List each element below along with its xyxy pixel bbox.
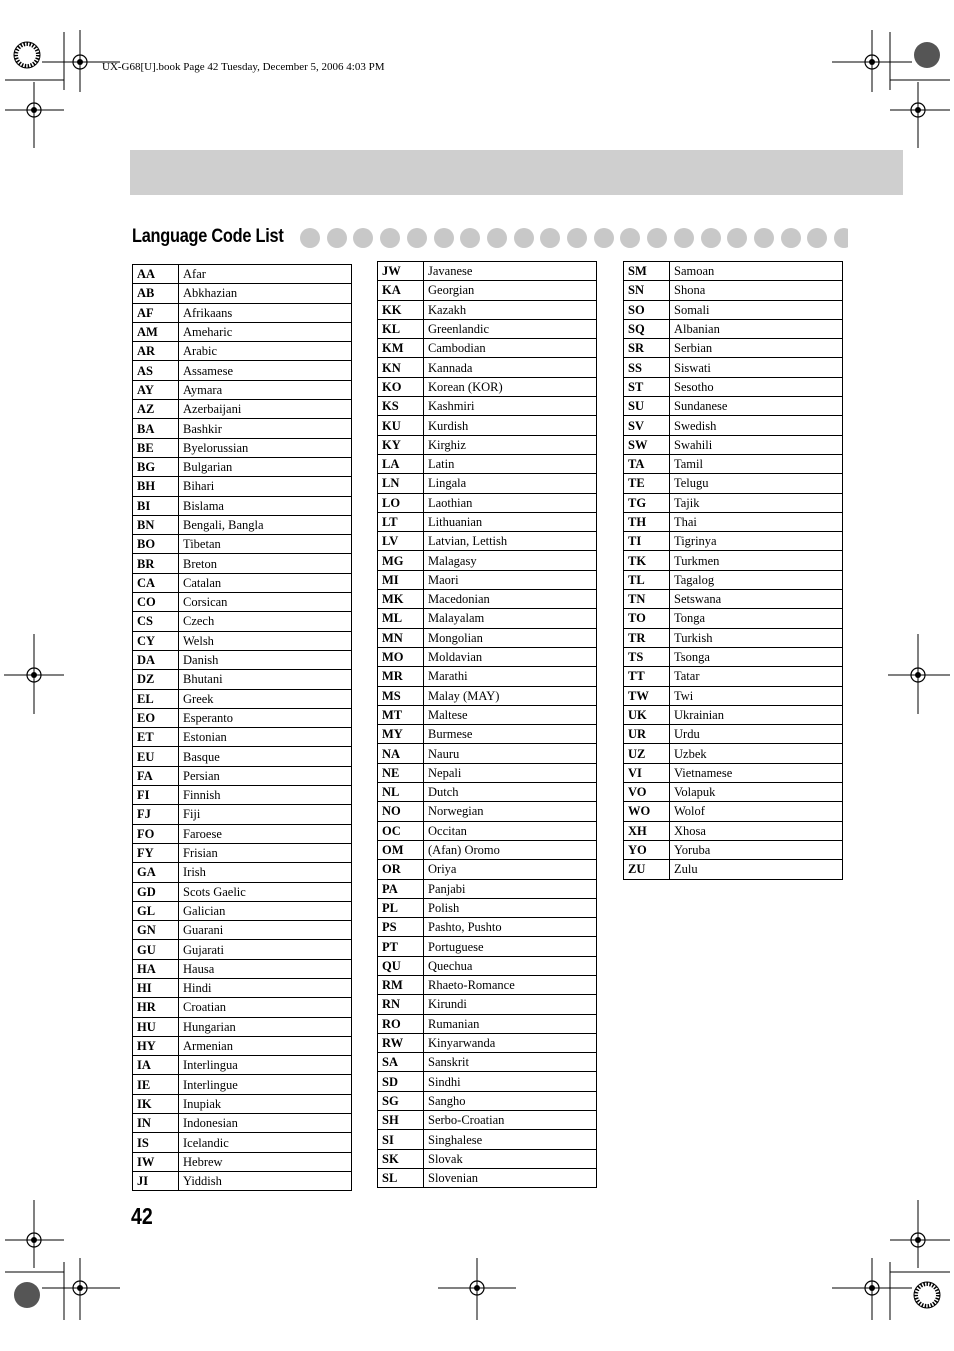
language-code: UK [624,705,670,724]
language-code: EU [133,747,179,766]
language-code: SD [378,1072,424,1091]
language-name: Rumanian [424,1014,597,1033]
language-code: KA [378,281,424,300]
language-name: Tonga [670,609,843,628]
language-code: MO [378,647,424,666]
language-name: Kazakh [424,300,597,319]
language-code: XH [624,821,670,840]
language-name: Frisian [179,843,352,862]
language-code: HY [133,1036,179,1055]
language-name: Singhalese [424,1130,597,1149]
language-name: Hebrew [179,1152,352,1171]
language-code: GL [133,901,179,920]
language-name: Polish [424,898,597,917]
language-code: FA [133,766,179,785]
language-code: BR [133,554,179,573]
language-name: Maori [424,570,597,589]
language-name: Lithuanian [424,512,597,531]
language-code: NL [378,783,424,802]
language-code: GA [133,863,179,882]
language-code: BO [133,535,179,554]
language-code: UZ [624,744,670,763]
language-code: TE [624,474,670,493]
language-code: SS [624,358,670,377]
language-name: Sangho [424,1091,597,1110]
language-code: VO [624,783,670,802]
language-code: HR [133,998,179,1017]
language-name: Hungarian [179,1017,352,1036]
language-code: LT [378,512,424,531]
language-code: CY [133,631,179,650]
language-name: Basque [179,747,352,766]
language-code: RM [378,975,424,994]
language-code: SR [624,339,670,358]
language-code: IN [133,1114,179,1133]
language-name: Corsican [179,593,352,612]
language-code: IA [133,1056,179,1075]
language-name: Latin [424,454,597,473]
language-name: Malagasy [424,551,597,570]
language-code: SQ [624,319,670,338]
language-name: Tamil [670,454,843,473]
language-name: Samoan [670,262,843,281]
language-name: Byelorussian [179,438,352,457]
language-name: Rhaeto-Romance [424,975,597,994]
language-code: NO [378,802,424,821]
language-code: KN [378,358,424,377]
language-code: WO [624,802,670,821]
language-name: Shona [670,281,843,300]
language-name: Wolof [670,802,843,821]
language-name: Korean (KOR) [424,377,597,396]
language-code: PT [378,937,424,956]
language-code: IK [133,1094,179,1113]
language-code: YO [624,840,670,859]
language-name: Norwegian [424,802,597,821]
language-code: MT [378,705,424,724]
language-name: Tagalog [670,570,843,589]
language-code: GN [133,921,179,940]
language-name: Mongolian [424,628,597,647]
language-name: Latvian, Lettish [424,532,597,551]
language-name: Thai [670,512,843,531]
language-name: Malayalam [424,609,597,628]
language-code: BG [133,457,179,476]
language-name: Turkmen [670,551,843,570]
language-code: KS [378,397,424,416]
language-code: GD [133,882,179,901]
language-code: TO [624,609,670,628]
language-code: MY [378,725,424,744]
language-code: JW [378,262,424,281]
language-name: Aymara [179,380,352,399]
language-name: Sanskrit [424,1053,597,1072]
language-code: TH [624,512,670,531]
language-name: Bengali, Bangla [179,515,352,534]
language-name: Moldavian [424,647,597,666]
language-name: Albanian [670,319,843,338]
language-name: Czech [179,612,352,631]
language-name: Uzbek [670,744,843,763]
language-name: Gujarati [179,940,352,959]
language-code: TR [624,628,670,647]
language-name: Catalan [179,573,352,592]
language-name: Tigrinya [670,532,843,551]
language-name: Macedonian [424,590,597,609]
language-code: TW [624,686,670,705]
language-name: Sesotho [670,377,843,396]
language-name: Xhosa [670,821,843,840]
language-code: OR [378,860,424,879]
language-name: Greek [179,689,352,708]
language-code: OC [378,821,424,840]
language-code: LA [378,454,424,473]
language-name: Breton [179,554,352,573]
language-name: Yiddish [179,1171,352,1190]
language-name: Afar [179,265,352,284]
language-name: Portuguese [424,937,597,956]
language-code: LV [378,532,424,551]
print-header: UX-G68[U].book Page 42 Tuesday, December 5, 2006 4:03 PM [102,61,385,73]
language-name: Tajik [670,493,843,512]
language-code: SL [378,1168,424,1187]
language-name: Greenlandic [424,319,597,338]
language-code: AZ [133,400,179,419]
language-code: EO [133,708,179,727]
language-code: SV [624,416,670,435]
language-code: MR [378,667,424,686]
language-code: KL [378,319,424,338]
language-code: ZU [624,860,670,879]
language-name: Estonian [179,728,352,747]
language-code: MS [378,686,424,705]
language-code: UR [624,725,670,744]
language-name: Bhutani [179,670,352,689]
language-name: Zulu [670,860,843,879]
language-name: Ameharic [179,322,352,341]
language-name: Siswati [670,358,843,377]
language-name: Vietnamese [670,763,843,782]
language-code: SK [378,1149,424,1168]
language-name: Armenian [179,1036,352,1055]
language-name: Kurdish [424,416,597,435]
page-number: 42 [131,1203,153,1229]
language-code: CO [133,593,179,612]
language-code: QU [378,956,424,975]
language-name: Galician [179,901,352,920]
language-code: BH [133,477,179,496]
language-name: Burmese [424,725,597,744]
language-name: Pashto, Pushto [424,918,597,937]
language-code: LO [378,493,424,512]
language-name: Croatian [179,998,352,1017]
language-code: PA [378,879,424,898]
language-code: LN [378,474,424,493]
language-code: PL [378,898,424,917]
language-name: Serbian [670,339,843,358]
language-name: Volapuk [670,783,843,802]
language-code: MK [378,590,424,609]
language-name: Hindi [179,978,352,997]
language-code: AF [133,303,179,322]
language-code: BE [133,438,179,457]
language-code: KU [378,416,424,435]
language-name: Inupiak [179,1094,352,1113]
language-code: AA [133,265,179,284]
language-code: OM [378,840,424,859]
language-code: DA [133,650,179,669]
language-code: KK [378,300,424,319]
language-name: Somali [670,300,843,319]
language-code: AM [133,322,179,341]
language-code: KO [378,377,424,396]
language-name: Maltese [424,705,597,724]
language-code: BN [133,515,179,534]
language-name: Nepali [424,763,597,782]
language-code: IS [133,1133,179,1152]
language-name: Indonesian [179,1114,352,1133]
language-name: Bislama [179,496,352,515]
language-name: Ukrainian [670,705,843,724]
language-code: SO [624,300,670,319]
language-name: Irish [179,863,352,882]
language-code: MI [378,570,424,589]
language-code: SH [378,1111,424,1130]
language-name: Kirghiz [424,435,597,454]
language-name: Swedish [670,416,843,435]
language-name: Finnish [179,786,352,805]
language-code: AY [133,380,179,399]
language-code: FJ [133,805,179,824]
language-name: Quechua [424,956,597,975]
language-name: Occitan [424,821,597,840]
language-name: Swahili [670,435,843,454]
language-code: FY [133,843,179,862]
language-code: IE [133,1075,179,1094]
language-code: PS [378,918,424,937]
language-code: FI [133,786,179,805]
language-code: AR [133,342,179,361]
language-code: AB [133,284,179,303]
language-name: Arabic [179,342,352,361]
language-name: Persian [179,766,352,785]
section-title-text: Language Code List [132,226,284,247]
language-name: Hausa [179,959,352,978]
language-code: NA [378,744,424,763]
language-name: Javanese [424,262,597,281]
language-code: CA [133,573,179,592]
language-code: BA [133,419,179,438]
language-code: SM [624,262,670,281]
language-name: Oriya [424,860,597,879]
language-code: BI [133,496,179,515]
language-code: SN [624,281,670,300]
language-code: SG [378,1091,424,1110]
language-name: Sundanese [670,397,843,416]
language-name: Bashkir [179,419,352,438]
language-code: IW [133,1152,179,1171]
language-name: Bulgarian [179,457,352,476]
language-code: TS [624,647,670,666]
language-name: Georgian [424,281,597,300]
language-name: Kashmiri [424,397,597,416]
language-code: HU [133,1017,179,1036]
language-name: Esperanto [179,708,352,727]
language-name: Panjabi [424,879,597,898]
language-name: (Afan) Oromo [424,840,597,859]
language-code: GU [133,940,179,959]
language-name: Azerbaijani [179,400,352,419]
language-code: DZ [133,670,179,689]
language-name: Kirundi [424,995,597,1014]
language-code: TN [624,590,670,609]
language-name: Laothian [424,493,597,512]
language-code: NE [378,763,424,782]
language-name: Sindhi [424,1072,597,1091]
language-code: TI [624,532,670,551]
language-name: Telugu [670,474,843,493]
language-code: TK [624,551,670,570]
language-code: TA [624,454,670,473]
language-name: Serbo-Croatian [424,1111,597,1130]
language-name: Icelandic [179,1133,352,1152]
language-name: Tibetan [179,535,352,554]
language-name: Guarani [179,921,352,940]
language-name: Nauru [424,744,597,763]
language-code: HA [133,959,179,978]
language-code: FO [133,824,179,843]
language-name: Marathi [424,667,597,686]
language-name: Faroese [179,824,352,843]
language-code: MG [378,551,424,570]
language-name: Afrikaans [179,303,352,322]
language-code: RW [378,1033,424,1052]
language-name: Tsonga [670,647,843,666]
language-code: AS [133,361,179,380]
language-code: SI [378,1130,424,1149]
language-code: ML [378,609,424,628]
language-code: SA [378,1053,424,1072]
language-code: JI [133,1171,179,1190]
language-name: Setswana [670,590,843,609]
language-name: Dutch [424,783,597,802]
language-code: MN [378,628,424,647]
language-name: Slovenian [424,1168,597,1187]
language-code: TL [624,570,670,589]
language-name: Interlingue [179,1075,352,1094]
language-name: Bihari [179,477,352,496]
language-name: Kinyarwanda [424,1033,597,1052]
language-code: RO [378,1014,424,1033]
language-code: KY [378,435,424,454]
language-name: Cambodian [424,339,597,358]
language-code: SW [624,435,670,454]
language-code: RN [378,995,424,1014]
language-name: Urdu [670,725,843,744]
language-name: Fiji [179,805,352,824]
language-code: HI [133,978,179,997]
language-name: Interlingua [179,1056,352,1075]
language-name: Welsh [179,631,352,650]
language-code: EL [133,689,179,708]
language-name: Danish [179,650,352,669]
language-name: Kannada [424,358,597,377]
language-name: Abkhazian [179,284,352,303]
language-name: Assamese [179,361,352,380]
language-name: Malay (MAY) [424,686,597,705]
language-name: Tatar [670,667,843,686]
language-name: Turkish [670,628,843,647]
language-name: Lingala [424,474,597,493]
language-name: Slovak [424,1149,597,1168]
language-name: Twi [670,686,843,705]
language-code: ET [133,728,179,747]
language-code: CS [133,612,179,631]
language-code: VI [624,763,670,782]
language-code: TT [624,667,670,686]
language-code: TG [624,493,670,512]
language-name: Yoruba [670,840,843,859]
language-name: Scots Gaelic [179,882,352,901]
language-code: SU [624,397,670,416]
language-code: ST [624,377,670,396]
language-code: KM [378,339,424,358]
